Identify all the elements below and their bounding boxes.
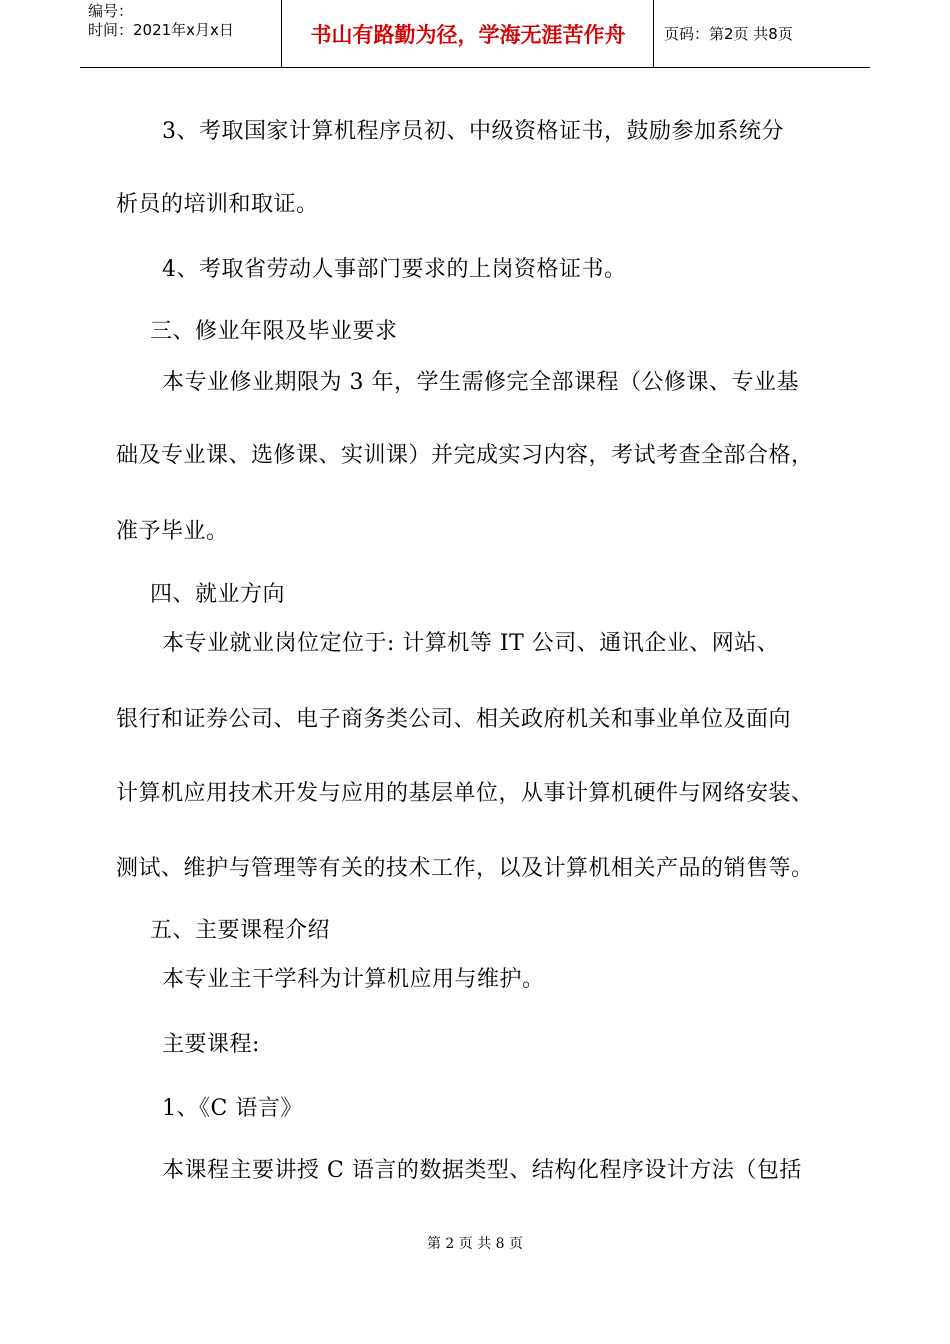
page-header	[80, 0, 870, 68]
section-heading: 五、主要课程介绍	[150, 918, 331, 943]
body-line: 本专业就业岗位定位于: 计算机等 IT 公司、通讯企业、网站、	[162, 631, 780, 656]
body-line: 测试、维护与管理等有关的技术工作，以及计算机相关产品的销售等。	[116, 856, 814, 881]
body-line: 础及专业课、选修课、实训课）并完成实习内容，考试考查全部合格，	[116, 443, 814, 468]
header-page-cell	[654, 0, 870, 67]
section-heading: 四、就业方向	[150, 582, 286, 607]
page-footer: 第 2 页 共 8 页	[426, 1236, 524, 1252]
serial-number-label: 编号：	[88, 2, 134, 20]
body-line: 本课程主要讲授 C 语言的数据类型、结构化程序设计方法（包括	[162, 1158, 802, 1183]
header-info-cell	[80, 0, 282, 67]
body-line: 本专业修业期限为 3 年，学生需修完全部课程（公修课、专业基	[162, 370, 799, 395]
body-line: 1、《C 语言》	[162, 1096, 303, 1121]
body-line: 3、考取国家计算机程序员初、中级资格证书，鼓励参加系统分	[162, 119, 784, 144]
time-label: 时间：2021年x月x日	[88, 21, 234, 39]
section-heading: 三、修业年限及毕业要求	[150, 319, 398, 344]
header-motto: 书山有路勤为径，学海无涯苦作舟	[310, 23, 626, 47]
body-line: 本专业主干学科为计算机应用与维护。	[162, 967, 545, 992]
body-line: 准予毕业。	[116, 519, 229, 544]
body-line: 计算机应用技术开发与应用的基层单位，从事计算机硬件与网络安装、	[116, 781, 814, 806]
header-page-number: 页码：第2页 共8页	[664, 25, 793, 43]
header-motto-cell	[282, 0, 654, 67]
body-line: 主要课程:	[162, 1032, 260, 1057]
body-line: 析员的培训和取证。	[116, 192, 319, 217]
body-line: 4、考取省劳动人事部门要求的上岗资格证书。	[162, 257, 627, 282]
body-line: 银行和证券公司、电子商务类公司、相关政府机关和事业单位及面向	[116, 707, 792, 732]
